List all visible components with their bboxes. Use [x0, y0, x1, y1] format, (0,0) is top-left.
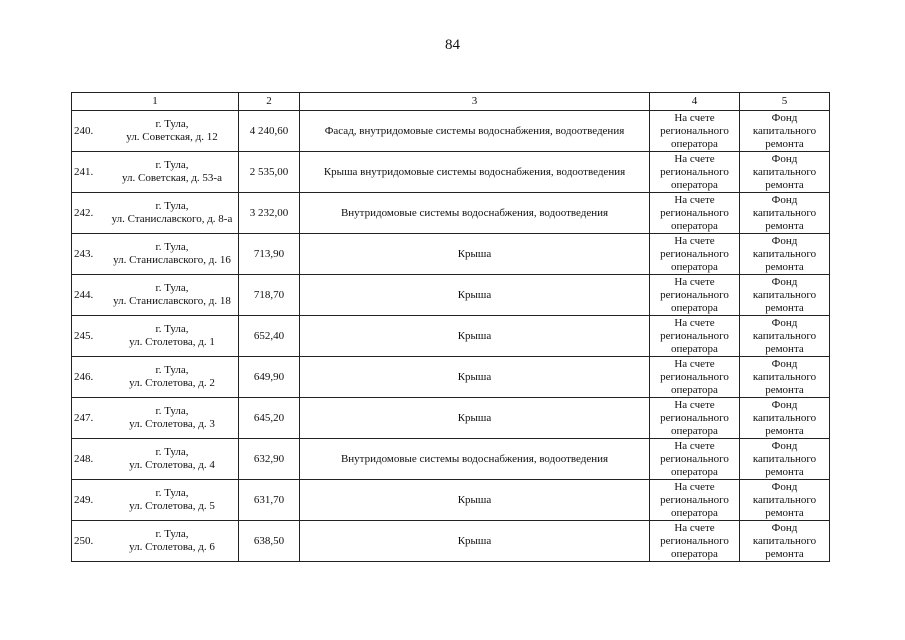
row-number: 249. [74, 493, 94, 506]
street-address: ул. Станиславского, д. 16 [113, 254, 231, 266]
account-holder-cell: На счете регионального оператора [650, 316, 740, 357]
city: г. Тула, [155, 528, 189, 540]
fund-cell: Фонд капитального ремонта [740, 480, 830, 521]
header-row [72, 93, 830, 111]
account-holder-cell: На счете регионального оператора [650, 234, 740, 275]
area-cell: 638,50 [239, 521, 300, 562]
fund-cell: Фонд капитального ремонта [740, 152, 830, 193]
street-address: ул. Столетова, д. 1 [129, 336, 215, 348]
table-row [72, 316, 830, 357]
fund-cell: Фонд капитального ремонта [740, 275, 830, 316]
account-holder-cell: На счете регионального оператора [650, 275, 740, 316]
work-type-cell: Крыша [300, 398, 650, 439]
area-cell: 632,90 [239, 439, 300, 480]
fund-cell: Фонд капитального ремонта [740, 398, 830, 439]
street-address: ул. Советская, д. 53-а [122, 172, 222, 184]
column-header: 4 [650, 93, 740, 111]
street-address: ул. Столетова, д. 4 [129, 459, 215, 471]
city: г. Тула, [155, 159, 189, 171]
column-header: 3 [300, 93, 650, 111]
work-type-cell: Внутридомовые системы водоснабжения, водоотведения [300, 439, 650, 480]
table-row [72, 439, 830, 480]
account-holder-cell: На счете регионального оператора [650, 398, 740, 439]
table-row [72, 193, 830, 234]
work-type-cell: Крыша внутридомовые системы водоснабжения, водоотведения [300, 152, 650, 193]
address-cell [72, 234, 239, 275]
table-header [72, 93, 830, 111]
street-address: ул. Столетова, д. 6 [129, 541, 215, 553]
city: г. Тула, [155, 405, 189, 417]
row-number: 241. [74, 165, 94, 178]
area-cell: 652,40 [239, 316, 300, 357]
row-number: 246. [74, 370, 94, 383]
area-cell: 649,90 [239, 357, 300, 398]
street-address: ул. Столетова, д. 5 [129, 500, 215, 512]
address-cell [72, 521, 239, 562]
table-row [72, 152, 830, 193]
table-row [72, 111, 830, 152]
account-holder-cell: На счете регионального оператора [650, 111, 740, 152]
city: г. Тула, [155, 487, 189, 499]
account-holder-cell: На счете регионального оператора [650, 193, 740, 234]
page-number: 84 [445, 37, 460, 53]
account-holder-cell: На счете регионального оператора [650, 357, 740, 398]
fund-cell: Фонд капитального ремонта [740, 316, 830, 357]
column-header: 2 [239, 93, 300, 111]
table-row [72, 398, 830, 439]
work-type-cell: Крыша [300, 357, 650, 398]
city: г. Тула, [155, 364, 189, 376]
fund-cell: Фонд капитального ремонта [740, 193, 830, 234]
table-body [72, 111, 830, 562]
address-cell [72, 275, 239, 316]
city: г. Тула, [155, 200, 189, 212]
address-cell [72, 398, 239, 439]
table-row [72, 480, 830, 521]
account-holder-cell: На счете регионального оператора [650, 439, 740, 480]
work-type-cell: Крыша [300, 316, 650, 357]
column-header: 5 [740, 93, 830, 111]
account-holder-cell: На счете регионального оператора [650, 480, 740, 521]
fund-cell: Фонд капитального ремонта [740, 357, 830, 398]
city: г. Тула, [155, 323, 189, 335]
city: г. Тула, [155, 446, 189, 458]
address-cell [72, 111, 239, 152]
street-address: ул. Советская, д. 12 [126, 131, 218, 143]
street-address: ул. Станиславского, д. 8-а [111, 213, 233, 225]
row-number: 247. [74, 411, 94, 424]
address-cell [72, 439, 239, 480]
work-type-cell: Внутридомовые системы водоснабжения, водоотведения [300, 193, 650, 234]
work-type-cell: Крыша [300, 275, 650, 316]
address-cell [72, 357, 239, 398]
row-number: 243. [74, 247, 94, 260]
work-type-cell: Крыша [300, 234, 650, 275]
address-cell [72, 480, 239, 521]
area-cell: 631,70 [239, 480, 300, 521]
area-cell: 645,20 [239, 398, 300, 439]
city: г. Тула, [155, 282, 189, 294]
work-type-cell: Крыша [300, 480, 650, 521]
row-number: 245. [74, 329, 94, 342]
fund-cell: Фонд капитального ремонта [740, 521, 830, 562]
street-address: ул. Столетова, д. 2 [129, 377, 215, 389]
account-holder-cell: На счете регионального оператора [650, 521, 740, 562]
street-address: ул. Станиславского, д. 18 [113, 295, 231, 307]
work-type-cell: Фасад, внутридомовые системы водоснабжения, водоотведения [300, 111, 650, 152]
area-cell: 713,90 [239, 234, 300, 275]
area-cell: 4 240,60 [239, 111, 300, 152]
city: г. Тула, [155, 118, 189, 130]
address-cell [72, 193, 239, 234]
account-holder-cell: На счете регионального оператора [650, 152, 740, 193]
repair-schedule-table [71, 92, 830, 562]
street-address: ул. Столетова, д. 3 [129, 418, 215, 430]
row-number: 248. [74, 452, 94, 465]
area-cell: 3 232,00 [239, 193, 300, 234]
row-number: 244. [74, 288, 94, 301]
area-cell: 2 535,00 [239, 152, 300, 193]
row-number: 240. [74, 124, 94, 137]
address-cell [72, 152, 239, 193]
fund-cell: Фонд капитального ремонта [740, 234, 830, 275]
fund-cell: Фонд капитального ремонта [740, 111, 830, 152]
fund-cell: Фонд капитального ремонта [740, 439, 830, 480]
row-number: 250. [74, 534, 94, 547]
table-row [72, 357, 830, 398]
table-row [72, 234, 830, 275]
area-cell: 718,70 [239, 275, 300, 316]
city: г. Тула, [155, 241, 189, 253]
work-type-cell: Крыша [300, 521, 650, 562]
address-cell [72, 316, 239, 357]
column-header: 1 [72, 93, 239, 111]
table-row [72, 275, 830, 316]
row-number: 242. [74, 206, 94, 219]
table-row [72, 521, 830, 562]
